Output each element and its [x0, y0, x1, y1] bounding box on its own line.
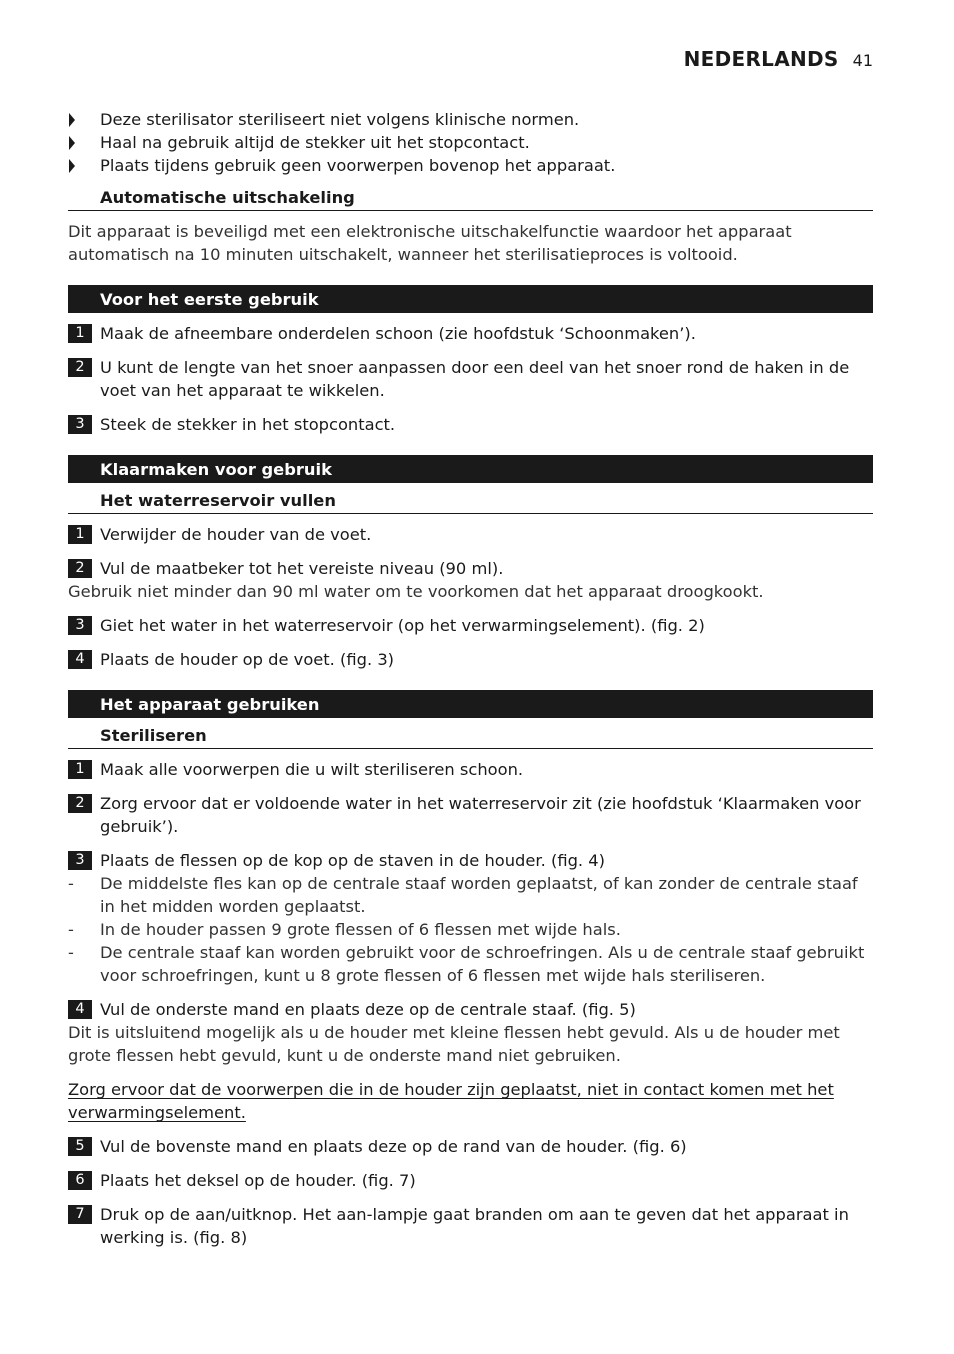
subheading-fill-reservoir: Het waterreservoir vullen	[68, 490, 873, 514]
subheading-sterilise: Steriliseren	[68, 725, 873, 749]
warning-bullets	[68, 108, 873, 177]
step-number: 7	[68, 1205, 92, 1224]
step-number: 1	[68, 525, 92, 544]
step-number: 1	[68, 760, 92, 779]
bullet-item: Haal na gebruik altijd de stekker uit het stopcontact.	[100, 133, 530, 152]
step-number: 3	[68, 616, 92, 635]
step-item: 5 Vul de bovenste mand en plaats deze op de rand van de houder. (fig. 6)	[68, 1135, 873, 1158]
step-number: 3	[68, 415, 92, 434]
step-item: 4 Vul de onderste mand en plaats deze op de centrale staaf. (fig. 5)	[68, 998, 873, 1021]
step-item: 3 Steek de stekker in het stopcontact.	[68, 413, 873, 436]
step-item: 3 Giet het water in het waterreservoir (op het verwarmingselement). (fig. 2)	[68, 614, 873, 637]
step-item: 1 Maak alle voorwerpen die u wilt steriliseren schoon.	[68, 758, 873, 781]
step-number: 2	[68, 358, 92, 377]
auto-off-text: Dit apparaat is beveiligd met een elektronische uitschakelfunctie waardoor het apparaat automatisch na 10 minuten uitschakelt, wanneer het sterilisatieproces is voltooid.	[68, 222, 792, 264]
section-bar-first-use: Voor het eerste gebruik	[68, 285, 873, 313]
dash-item: - De centrale staaf kan worden gebruikt voor de schroefringen. Als u de centrale staaf gebruikt voor schroefringen, kunt u 8 grote flessen of 6 flessen met wijde hals steriliseren.	[68, 943, 865, 985]
step-item: 4 Plaats de houder op de voet. (fig. 3)	[68, 648, 873, 671]
dash-item: - De middelste fles kan op de centrale staaf worden geplaatst, of kan zonder de centrale staaf in het midden worden geplaatst.	[68, 874, 858, 916]
content	[68, 108, 873, 1249]
dash-marker: -	[68, 920, 74, 939]
step-number: 2	[68, 559, 92, 578]
step-item: 3 Plaats de flessen op de kop op de staven in de houder. (fig. 4)	[68, 849, 873, 872]
step-item: 7 Druk op de aan/uitknop. Het aan-lampje gaat branden om aan te geven dat het apparaat in werking is. (fig. 8)	[68, 1203, 873, 1249]
warning-underlined: Zorg ervoor dat de voorwerpen die in de houder zijn geplaatst, niet in contact komen met het verwarmingselement.	[68, 1080, 834, 1122]
water-note: Gebruik niet minder dan 90 ml water om te voorkomen dat het apparaat droogkookt.	[68, 582, 764, 601]
step-number: 2	[68, 794, 92, 813]
step-number: 5	[68, 1137, 92, 1156]
section-bar-prepare: Klaarmaken voor gebruik	[68, 455, 873, 483]
step-number: 3	[68, 851, 92, 870]
step-item: 2 Zorg ervoor dat er voldoende water in het waterreservoir zit (zie hoofdstuk ‘Klaarmaken voor gebruik’).	[68, 792, 873, 838]
bullet-item: Deze sterilisator steriliseert niet volgens klinische normen.	[100, 110, 580, 129]
dash-item: - In de houder passen 9 grote flessen of 6 flessen met wijde hals.	[68, 920, 621, 939]
step-item: 2 Vul de maatbeker tot het vereiste niveau (90 ml).	[68, 557, 873, 580]
step-item: 6 Plaats het deksel op de houder. (fig. 7)	[68, 1169, 873, 1192]
bullet-item: Plaats tijdens gebruik geen voorwerpen bovenop het apparaat.	[100, 156, 616, 175]
step-number: 4	[68, 1000, 92, 1019]
step-number: 6	[68, 1171, 92, 1190]
step-item: 1 Verwijder de houder van de voet.	[68, 523, 873, 546]
subheading-auto-off: Automatische uitschakeling	[68, 187, 873, 211]
dash-marker: -	[68, 874, 74, 893]
step-item: 2 U kunt de lengte van het snoer aanpassen door een deel van het snoer rond de haken in de voet van het apparaat te wikkelen.	[68, 356, 873, 402]
page-number: 41	[852, 51, 873, 70]
section-bar-use: Het apparaat gebruiken	[68, 690, 873, 718]
page-header	[684, 47, 873, 71]
language-label: NEDERLANDS	[683, 47, 839, 71]
basket-note: Dit is uitsluitend mogelijk als u de houder met kleine flessen hebt gevuld. Als u de houder met grote flessen hebt gevuld, kunt u de onderste mand niet gebruiken.	[68, 1023, 840, 1065]
step-number: 4	[68, 650, 92, 669]
dash-marker: -	[68, 943, 74, 962]
step-item: 1 Maak de afneembare onderdelen schoon (zie hoofdstuk ‘Schoonmaken’).	[68, 322, 873, 345]
step-number: 1	[68, 324, 92, 343]
